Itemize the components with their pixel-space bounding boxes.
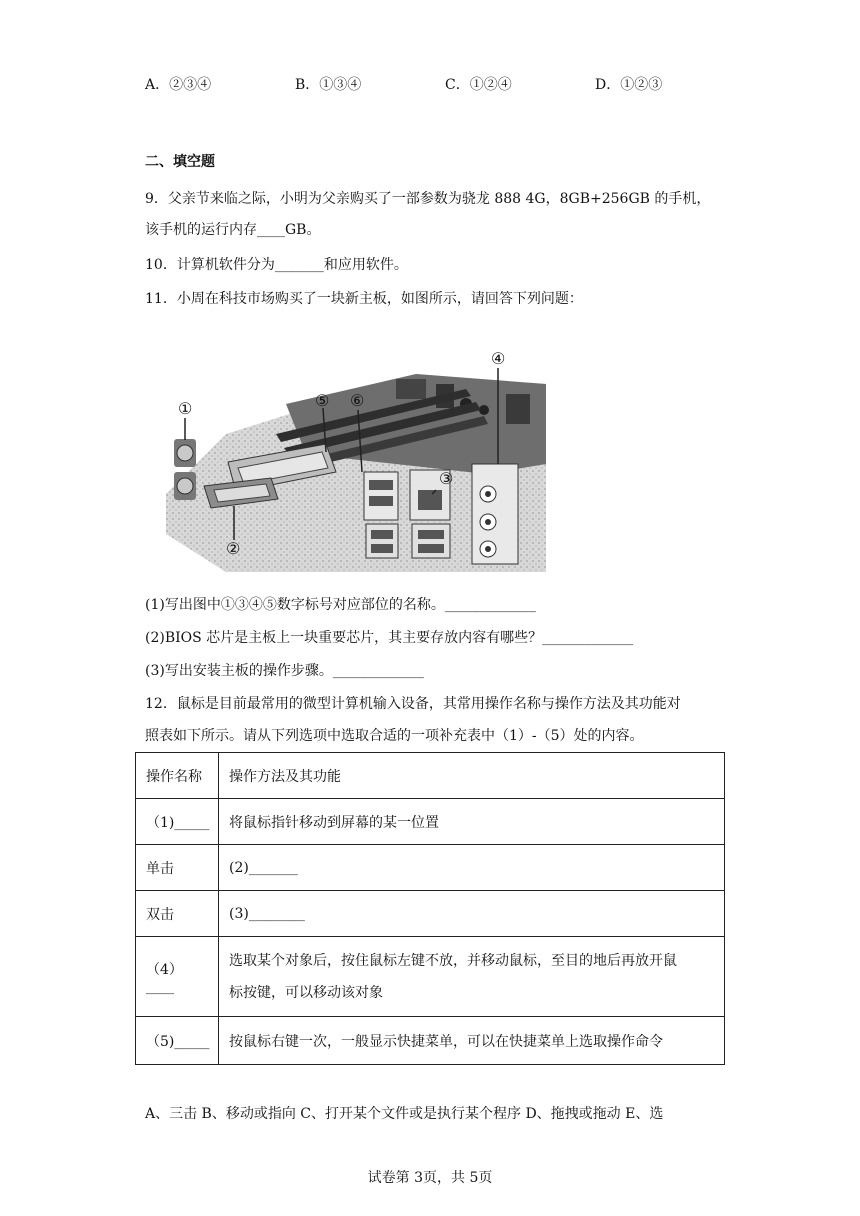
figure-label-3: ③ xyxy=(439,469,454,488)
q10-text: 10．计算机软件分为_______和应用软件。 xyxy=(145,257,408,273)
option-c: C．①②④ xyxy=(445,77,512,93)
q12-line1: 12．鼠标是目前最常用的微型计算机输入设备，其常用操作名称与操作方法及其功能对 xyxy=(145,696,681,712)
figure-label-5: ⑤ xyxy=(315,391,330,410)
motherboard-figure xyxy=(166,344,546,572)
figure-label-6: ⑥ xyxy=(350,391,365,410)
table-cell-line: 选取某个对象后，按住鼠标左键不放，并移动鼠标，至目的地后再放开鼠 xyxy=(229,952,677,969)
q11-sub2: (2)BIOS 芯片是主板上一块重要芯片，其主要存放内容有哪些？_____________ xyxy=(145,630,634,646)
table-row xyxy=(136,937,725,1017)
motherboard-illustration xyxy=(166,344,546,572)
mouse-operations-table xyxy=(135,752,725,1065)
table-row xyxy=(136,799,725,845)
table-cell: (3)________ xyxy=(219,891,725,937)
table-cell: （1)_____ xyxy=(136,799,219,845)
table-cell: 将鼠标指针移动到屏幕的某一位置 xyxy=(219,799,725,845)
table-cell: 双击 xyxy=(136,891,219,937)
table-cell-multiline xyxy=(219,937,725,1017)
table-cell: 单击 xyxy=(136,845,219,891)
table-header-cell: 操作方法及其功能 xyxy=(219,753,725,799)
option-b: B．①③④ xyxy=(295,77,362,93)
page-footer: 试卷第 3页，共 5页 xyxy=(367,1170,493,1186)
q12-choices: A、三击 B、移动或指向 C、打开某个文件或是执行某个程序 D、拖拽或拖动 E、选 xyxy=(145,1106,664,1122)
figure-label-1: ① xyxy=(178,399,193,418)
table-cell: 按鼠标右键一次，一般显示快捷菜单，可以在快捷菜单上选取操作命令 xyxy=(219,1017,725,1065)
figure-label-2: ② xyxy=(226,539,241,558)
q9-line2: 该手机的运行内存____GB。 xyxy=(145,222,321,238)
q11-sub3: (3)写出安装主板的操作步骤。_____________ xyxy=(145,663,424,679)
table-header-row xyxy=(136,753,725,799)
q11-sub1: (1)写出图中①③④⑤数字标号对应部位的名称。_____________ xyxy=(145,597,536,613)
table-cell-line: 标按键，可以移动该对象 xyxy=(229,984,383,1001)
q12-line2: 照表如下所示。请从下列选项中选取合适的一项补充表中（1）-（5）处的内容。 xyxy=(145,728,644,744)
table-row xyxy=(136,1017,725,1065)
table-row xyxy=(136,845,725,891)
figure-label-4: ④ xyxy=(491,349,506,368)
table-header-cell: 操作名称 xyxy=(136,753,219,799)
table-cell: （4）____ xyxy=(136,937,219,1017)
section-title: 二、填空题 xyxy=(145,154,215,170)
option-d: D．①②③ xyxy=(595,77,663,93)
q11-stem: 11．小周在科技市场购买了一块新主板，如图所示，请回答下列问题： xyxy=(145,291,583,307)
table-cell: (2)_______ xyxy=(219,845,725,891)
table-cell: （5)_____ xyxy=(136,1017,219,1065)
table-row xyxy=(136,891,725,937)
option-a: A．②③④ xyxy=(145,77,212,93)
q9-line1: 9．父亲节来临之际，小明为父亲购买了一部参数为骁龙 888 4G，8GB+256GB 的手机， xyxy=(145,191,711,207)
